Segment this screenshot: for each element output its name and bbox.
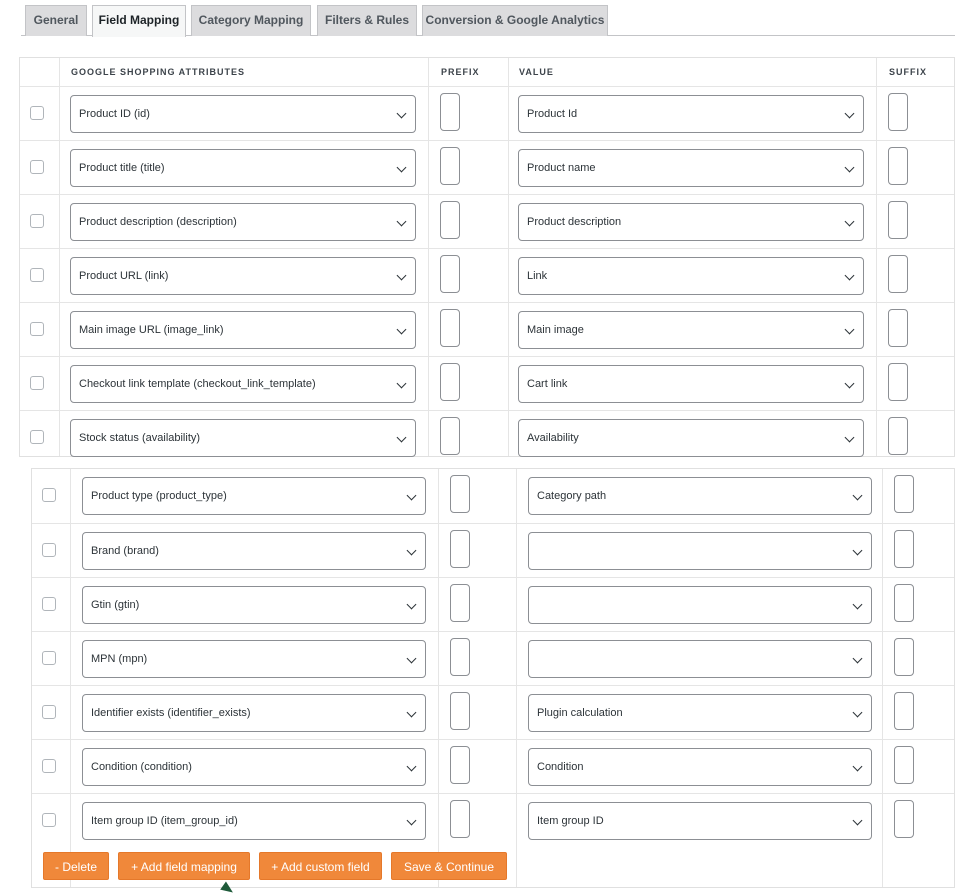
value-select[interactable] bbox=[528, 694, 872, 732]
prefix-input[interactable] bbox=[440, 201, 460, 239]
attribute-select[interactable] bbox=[82, 694, 426, 732]
attribute-select[interactable] bbox=[82, 748, 426, 786]
column-divider bbox=[508, 58, 509, 456]
add-custom-field-button[interactable]: + Add custom field bbox=[259, 852, 382, 880]
prefix-input[interactable] bbox=[450, 584, 470, 622]
value-select[interactable] bbox=[528, 802, 872, 840]
table-row bbox=[20, 86, 954, 140]
column-divider bbox=[438, 469, 439, 887]
row-checkbox[interactable] bbox=[42, 543, 56, 557]
row-checkbox[interactable] bbox=[42, 705, 56, 719]
value-select-value: Product Id bbox=[527, 108, 578, 120]
prefix-input[interactable] bbox=[440, 363, 460, 401]
attribute-select-value: Condition (condition) bbox=[91, 761, 192, 773]
table-row bbox=[20, 140, 954, 194]
prefix-input[interactable] bbox=[440, 255, 460, 293]
table-row bbox=[20, 302, 954, 356]
value-select-value: Condition bbox=[537, 761, 584, 773]
attribute-select[interactable] bbox=[70, 365, 416, 403]
field-mapping-table-bottom bbox=[31, 468, 955, 888]
value-select-value: Category path bbox=[537, 490, 607, 502]
chevron-down-icon bbox=[845, 379, 855, 389]
value-select-value: Link bbox=[527, 270, 548, 282]
save-continue-button[interactable]: Save & Continue bbox=[391, 852, 507, 880]
value-select-value: Plugin calculation bbox=[537, 707, 623, 719]
attribute-select-value: Checkout link template (checkout_link_template) bbox=[79, 378, 316, 390]
chevron-down-icon bbox=[407, 816, 417, 826]
row-checkbox[interactable] bbox=[30, 430, 44, 444]
value-select[interactable] bbox=[528, 640, 872, 678]
suffix-input[interactable] bbox=[888, 93, 908, 131]
chevron-down-icon bbox=[397, 109, 407, 119]
suffix-input[interactable] bbox=[888, 147, 908, 185]
suffix-input[interactable] bbox=[888, 363, 908, 401]
value-select[interactable] bbox=[518, 203, 864, 241]
chevron-down-icon bbox=[853, 762, 863, 772]
attribute-select[interactable] bbox=[82, 477, 426, 515]
suffix-input[interactable] bbox=[894, 475, 914, 513]
table-row bbox=[32, 577, 954, 631]
row-checkbox[interactable] bbox=[42, 597, 56, 611]
value-select-value: Product name bbox=[527, 162, 596, 174]
row-checkbox[interactable] bbox=[42, 488, 56, 502]
attribute-select[interactable] bbox=[82, 802, 426, 840]
header-prefix: PREFIX bbox=[441, 67, 480, 77]
value-select[interactable] bbox=[528, 532, 872, 570]
attribute-select-value: Stock status (availability) bbox=[79, 432, 201, 444]
chevron-down-icon bbox=[397, 163, 407, 173]
row-checkbox[interactable] bbox=[42, 759, 56, 773]
suffix-input[interactable] bbox=[894, 692, 914, 730]
table-row bbox=[20, 248, 954, 302]
column-divider bbox=[59, 58, 60, 456]
field-mapping-table-top bbox=[19, 57, 955, 457]
column-divider bbox=[876, 58, 877, 456]
chevron-down-icon bbox=[853, 654, 863, 664]
suffix-input[interactable] bbox=[894, 638, 914, 676]
attribute-select[interactable] bbox=[82, 532, 426, 570]
attribute-select[interactable] bbox=[70, 149, 416, 187]
prefix-input[interactable] bbox=[440, 417, 460, 455]
tab-bar bbox=[21, 5, 955, 36]
prefix-input[interactable] bbox=[440, 309, 460, 347]
chevron-down-icon bbox=[845, 271, 855, 281]
value-select-value: Item group ID bbox=[537, 815, 604, 827]
attribute-select[interactable] bbox=[70, 95, 416, 133]
attribute-select-value: Brand (brand) bbox=[91, 545, 159, 557]
column-divider bbox=[70, 469, 71, 887]
chevron-down-icon bbox=[845, 217, 855, 227]
value-select[interactable] bbox=[518, 257, 864, 295]
chevron-down-icon bbox=[845, 433, 855, 443]
prefix-input[interactable] bbox=[440, 93, 460, 131]
chevron-down-icon bbox=[407, 491, 417, 501]
table-row bbox=[20, 194, 954, 248]
value-select-value: Main image bbox=[527, 324, 584, 336]
table-row bbox=[32, 631, 954, 685]
column-divider bbox=[516, 469, 517, 887]
prefix-input[interactable] bbox=[450, 800, 470, 838]
value-select[interactable] bbox=[518, 365, 864, 403]
attribute-select[interactable] bbox=[70, 257, 416, 295]
value-select-value: Product description bbox=[527, 216, 622, 228]
chevron-down-icon bbox=[845, 163, 855, 173]
suffix-input[interactable] bbox=[894, 530, 914, 568]
tab-conversion-analytics[interactable]: Conversion & Google Analytics bbox=[422, 5, 608, 36]
attribute-select-value: Main image URL (image_link) bbox=[79, 324, 224, 336]
tab-filters-rules[interactable]: Filters & Rules bbox=[317, 5, 417, 36]
row-checkbox[interactable] bbox=[30, 268, 44, 282]
attribute-select-value: Item group ID (item_group_id) bbox=[91, 815, 238, 827]
suffix-input[interactable] bbox=[888, 417, 908, 455]
attribute-select-value: Product title (title) bbox=[79, 162, 165, 174]
chevron-down-icon bbox=[397, 217, 407, 227]
table-row bbox=[20, 410, 954, 464]
column-divider bbox=[428, 58, 429, 456]
prefix-input[interactable] bbox=[450, 530, 470, 568]
attribute-select-value: Product ID (id) bbox=[79, 108, 150, 120]
attribute-select[interactable] bbox=[70, 419, 416, 457]
prefix-input[interactable] bbox=[450, 692, 470, 730]
attribute-select[interactable] bbox=[70, 203, 416, 241]
attribute-select-value: Product type (product_type) bbox=[91, 490, 227, 502]
row-checkbox[interactable] bbox=[42, 813, 56, 827]
attribute-select[interactable] bbox=[82, 586, 426, 624]
header-attributes: GOOGLE SHOPPING ATTRIBUTES bbox=[71, 67, 246, 77]
row-checkbox[interactable] bbox=[30, 214, 44, 228]
row-checkbox[interactable] bbox=[30, 160, 44, 174]
suffix-input[interactable] bbox=[894, 746, 914, 784]
chevron-down-icon bbox=[853, 708, 863, 718]
attribute-select-value: MPN (mpn) bbox=[91, 653, 148, 665]
chevron-down-icon bbox=[853, 546, 863, 556]
table-row bbox=[32, 739, 954, 793]
row-checkbox[interactable] bbox=[30, 106, 44, 120]
tab-general[interactable]: General bbox=[25, 5, 87, 36]
chevron-down-icon bbox=[407, 600, 417, 610]
chevron-down-icon bbox=[397, 325, 407, 335]
column-divider bbox=[882, 469, 883, 887]
attribute-select-value: Identifier exists (identifier_exists) bbox=[91, 707, 251, 719]
row-checkbox[interactable] bbox=[30, 322, 44, 336]
tab-field-mapping[interactable]: Field Mapping bbox=[92, 5, 186, 37]
chevron-down-icon bbox=[397, 433, 407, 443]
value-select[interactable] bbox=[518, 419, 864, 457]
chevron-down-icon bbox=[845, 325, 855, 335]
chevron-down-icon bbox=[853, 491, 863, 501]
value-select[interactable] bbox=[518, 95, 864, 133]
add-field-mapping-button[interactable]: + Add field mapping bbox=[118, 852, 250, 880]
value-select[interactable] bbox=[528, 477, 872, 515]
row-checkbox[interactable] bbox=[30, 376, 44, 390]
attribute-select-value: Gtin (gtin) bbox=[91, 599, 140, 611]
chevron-down-icon bbox=[397, 379, 407, 389]
chevron-down-icon bbox=[407, 762, 417, 772]
value-select[interactable] bbox=[528, 748, 872, 786]
table-row bbox=[32, 685, 954, 739]
delete-button[interactable]: - Delete bbox=[43, 852, 109, 880]
attribute-select-value: Product description (description) bbox=[79, 216, 237, 228]
chevron-down-icon bbox=[397, 271, 407, 281]
chevron-down-icon bbox=[853, 600, 863, 610]
header-suffix: SUFFIX bbox=[889, 67, 928, 77]
table-row bbox=[20, 356, 954, 410]
table-row bbox=[32, 523, 954, 577]
chevron-down-icon bbox=[845, 109, 855, 119]
row-checkbox[interactable] bbox=[42, 651, 56, 665]
header-value: VALUE bbox=[519, 67, 554, 77]
chevron-down-icon bbox=[407, 708, 417, 718]
tab-category-mapping[interactable]: Category Mapping bbox=[191, 5, 311, 36]
value-select-value: Availability bbox=[527, 432, 579, 444]
chevron-down-icon bbox=[407, 654, 417, 664]
table-row bbox=[32, 793, 954, 847]
prefix-input[interactable] bbox=[450, 746, 470, 784]
suffix-input[interactable] bbox=[888, 255, 908, 293]
value-select[interactable] bbox=[518, 149, 864, 187]
prefix-input[interactable] bbox=[450, 638, 470, 676]
suffix-input[interactable] bbox=[888, 309, 908, 347]
attribute-select[interactable] bbox=[82, 640, 426, 678]
suffix-input[interactable] bbox=[894, 800, 914, 838]
table-header bbox=[20, 58, 954, 86]
chevron-down-icon bbox=[853, 816, 863, 826]
value-select[interactable] bbox=[518, 311, 864, 349]
value-select-value: Cart link bbox=[527, 378, 568, 390]
table-row bbox=[32, 469, 954, 523]
attribute-select-value: Product URL (link) bbox=[79, 270, 169, 282]
prefix-input[interactable] bbox=[450, 475, 470, 513]
suffix-input[interactable] bbox=[894, 584, 914, 622]
attribute-select[interactable] bbox=[70, 311, 416, 349]
chevron-down-icon bbox=[407, 546, 417, 556]
suffix-input[interactable] bbox=[888, 201, 908, 239]
value-select[interactable] bbox=[528, 586, 872, 624]
prefix-input[interactable] bbox=[440, 147, 460, 185]
